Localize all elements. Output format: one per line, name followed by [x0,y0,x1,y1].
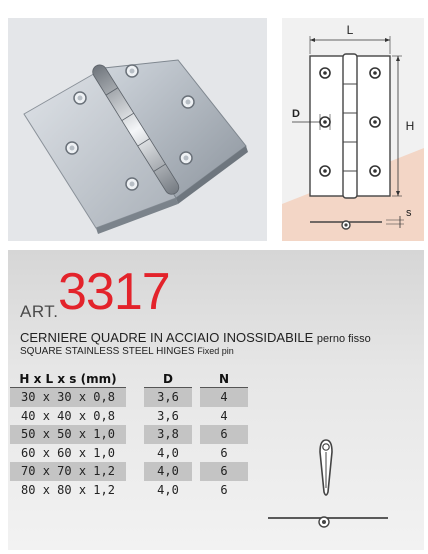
dimension-label-h: H [405,119,415,133]
table-cell: 6 [220,445,228,460]
hinge-profile-drawing [256,430,416,530]
table-header-d: D [144,370,192,388]
table-cell: 3,6 [144,388,192,407]
dimension-label-l: L [346,23,354,37]
table-cell: 6 [200,462,248,481]
table-cell: 4 [200,388,248,407]
table-cell: 6 [200,425,248,444]
product-photo [8,18,267,241]
title-italian-sub: perno fisso [316,333,371,345]
table-cell: 3,6 [157,408,179,423]
hinge-photo-illustration [8,18,267,241]
title-english-main: SQUARE STAINLESS STEEL HINGES [20,346,195,357]
table-cell: 4,0 [157,482,179,497]
table-cell: 80 x 80 x 1,2 [21,482,115,497]
table-header-n: N [200,370,248,388]
title-english-sub: Fixed pin [197,346,234,356]
table-cell: 70 x 70 x 1,2 [10,462,126,481]
title-english [20,346,234,357]
table-cell: 4,0 [157,445,179,460]
table-column-d [144,370,192,499]
technical-drawing [282,18,424,241]
table-column-dimensions [10,370,126,499]
table-column-n [200,370,248,499]
dimension-label-s: s [406,207,412,219]
article-number: 3317 [58,263,170,321]
table-cell: 6 [220,482,228,497]
table-cell: 30 x 30 x 0,8 [10,388,126,407]
hinge-dimension-diagram [282,18,424,241]
table-header-dimensions: H x L x s (mm) [10,370,126,388]
article-label: ART. [20,302,59,321]
title-italian-main: CERNIERE QUADRE IN ACCIAIO INOSSIDABILE [20,330,314,345]
table-cell: 50 x 50 x 1,0 [10,425,126,444]
table-cell: 3,8 [144,425,192,444]
table-cell: 4 [220,408,228,423]
table-cell: 60 x 60 x 1,0 [21,445,115,460]
table-cell: 40 x 40 x 0,8 [21,408,115,423]
product-info [8,250,424,550]
dimension-label-d: D [292,108,300,120]
table-cell: 4,0 [144,462,192,481]
title-italian [20,330,371,345]
